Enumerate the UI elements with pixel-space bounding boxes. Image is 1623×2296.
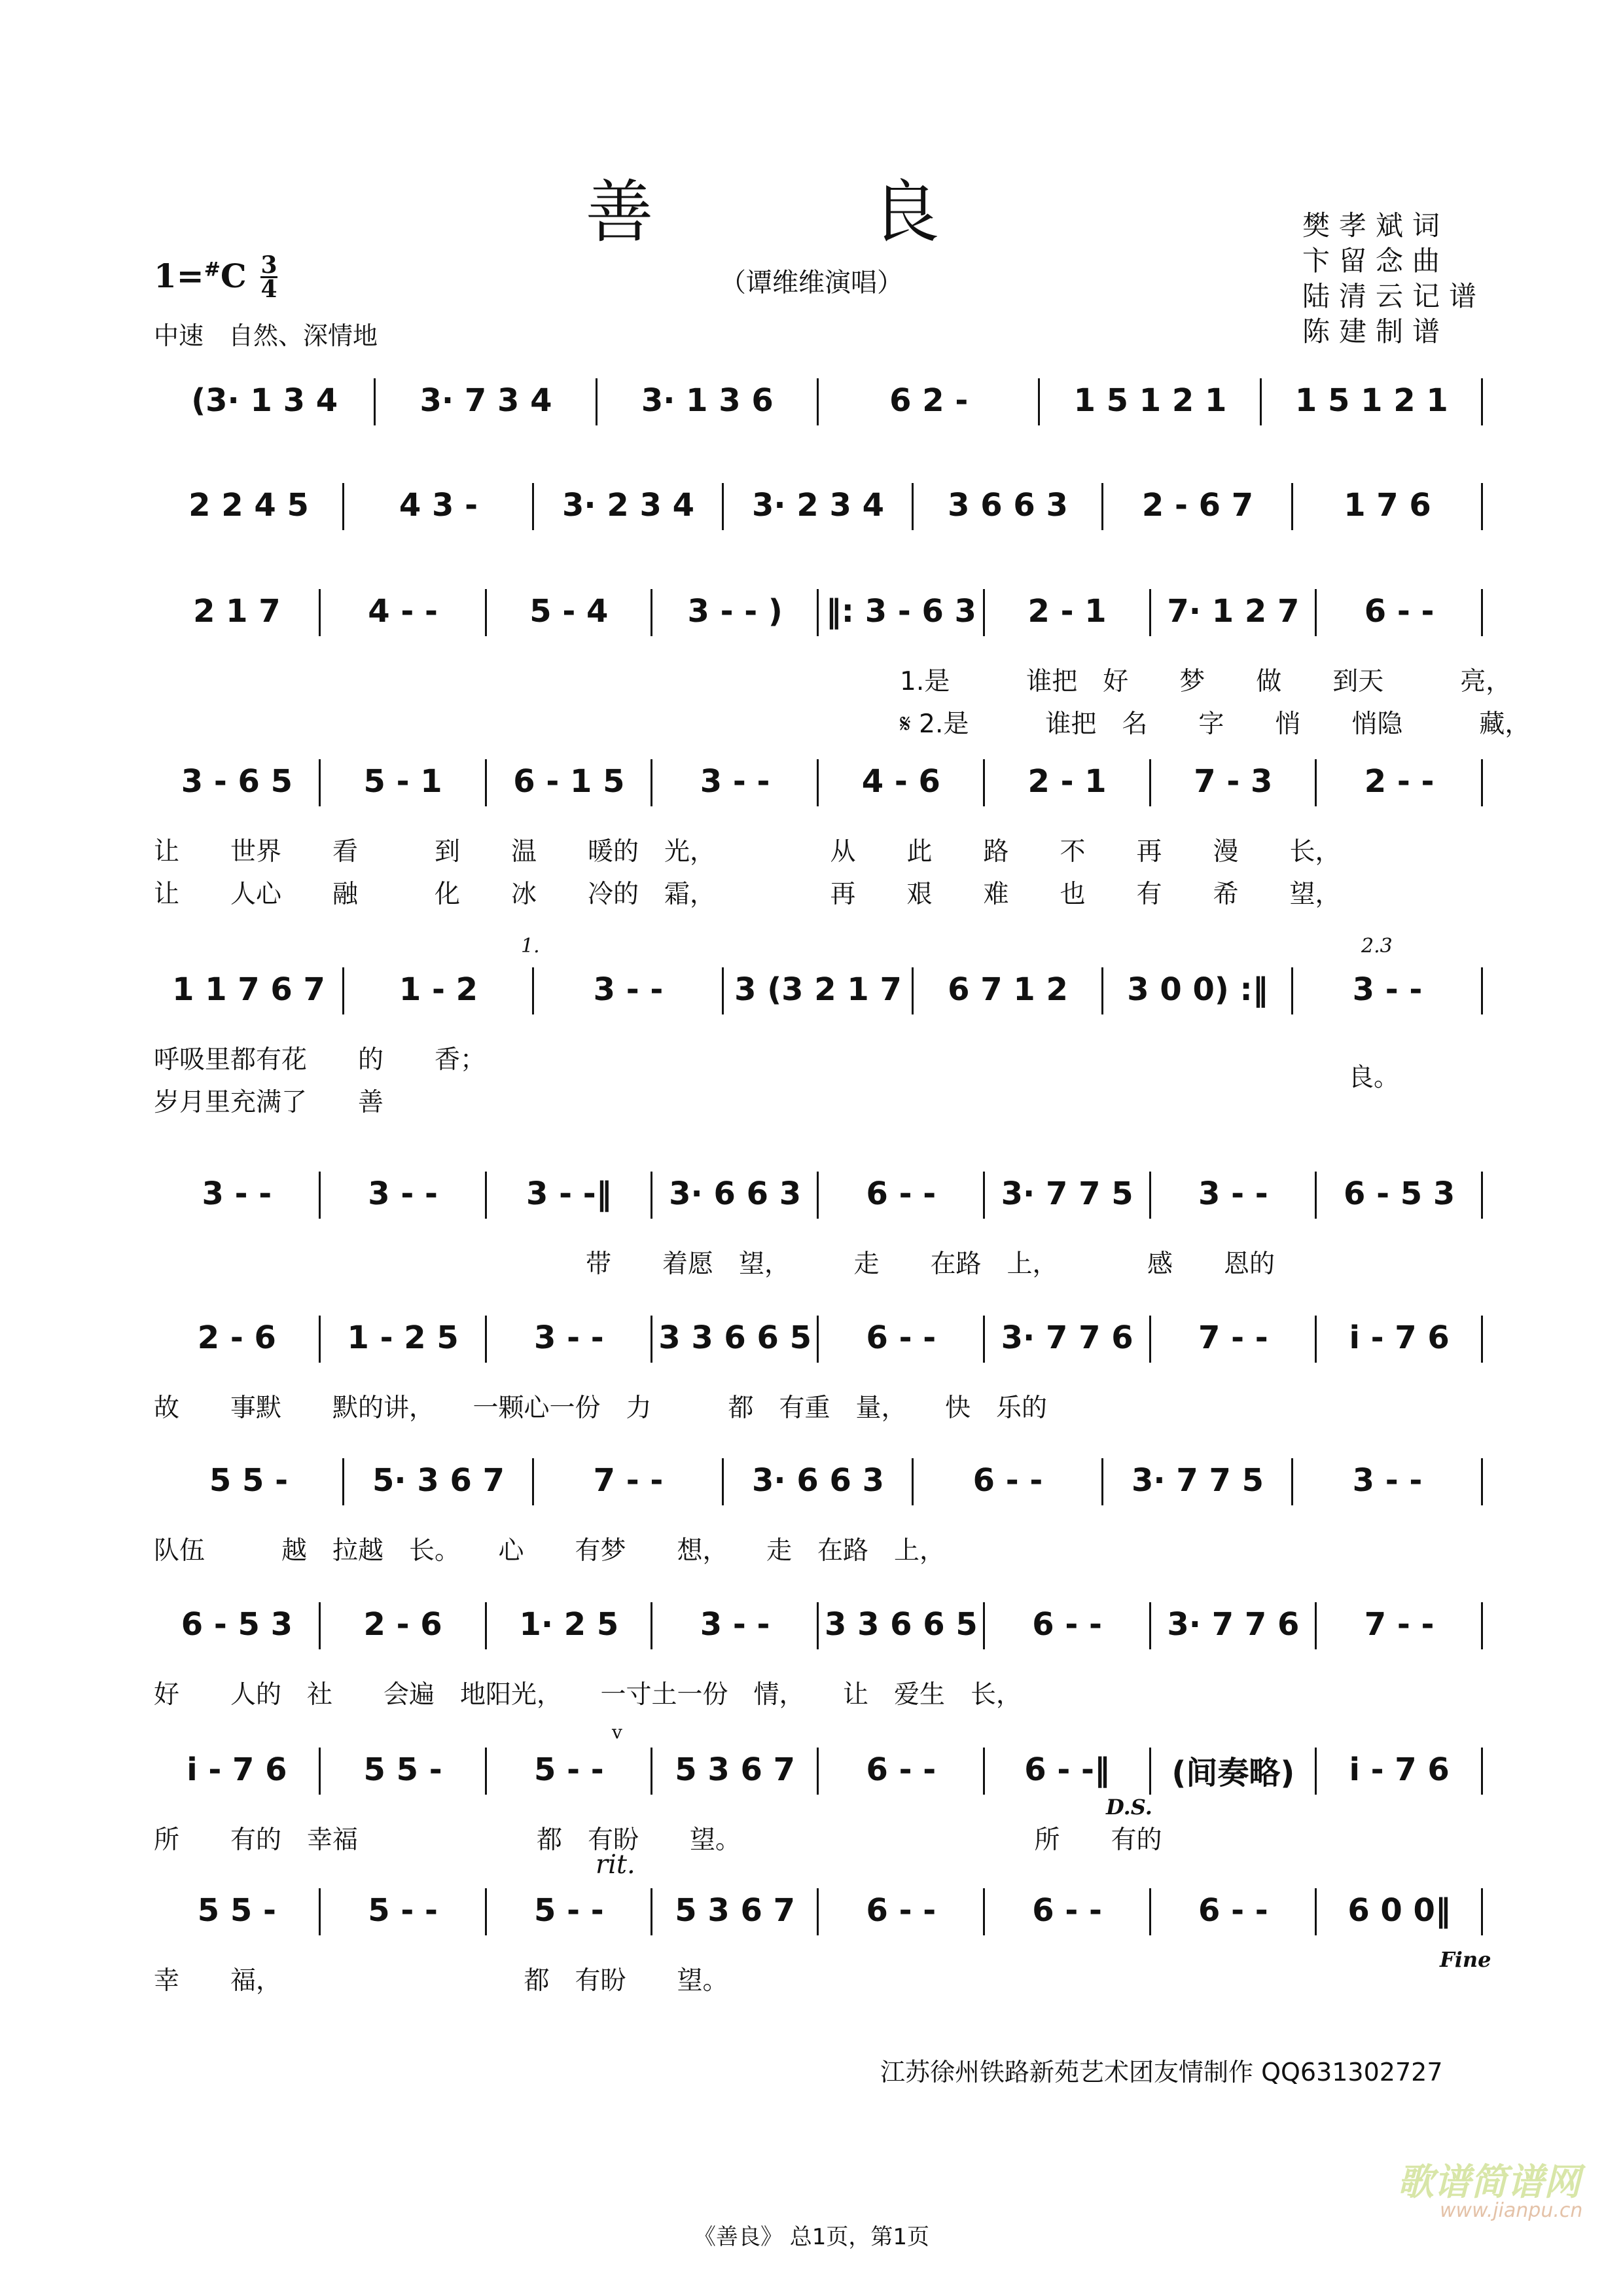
measure: 3· 2 3 4 [752,487,884,524]
measure: 3 - 6 5 [181,763,293,800]
song-title: 善 良 [585,172,1038,252]
measure: 5· 3 6 7 [372,1462,505,1499]
measure: 3· 7 7 5 [1001,1175,1133,1212]
measure: 7 - - [593,1462,664,1499]
measure: 1 1 7 6 7 [172,971,325,1008]
measure: 7 - 3 [1194,763,1273,800]
score-system [154,1888,1482,2058]
lyric-line: 好 人的 社 会遍 地阳光， 一寸土一份 情， 让 爱生 长， [154,1680,1022,1710]
measure: 7 - - [1364,1606,1435,1643]
measure: 3 (3 2 1 7 [734,971,902,1008]
measure: 2 - 6 7 [1141,487,1254,524]
measure: 6 - - [866,1319,936,1356]
measure: 5 - 1 [363,763,442,800]
measure: 5 3 6 7 [675,1892,795,1929]
measure: 3· 7 7 6 [1167,1606,1300,1643]
performer-note: （谭维维演唱） [720,268,903,298]
ds-marking: D.S. [1106,1795,1152,1820]
measure: 6 - - [866,1175,936,1212]
key-prefix: 1= [154,257,204,295]
meter-top: 3 [260,251,277,279]
measure: 2 - 1 [1027,763,1107,800]
measure: i - 7 6 [1349,1751,1450,1788]
lyric-line: 故 事默 默的讲， 一颗心一份 力 都 有重 量， 快 乐的 [154,1393,1048,1423]
measure: 3 3 6 6 5 [658,1319,812,1356]
measure: 2 2 4 5 [188,487,309,524]
score-system [154,967,1482,1138]
measure: 2 1 7 [193,593,281,630]
measure: i - 7 6 [1349,1319,1450,1356]
measure: 6 - - [1032,1892,1102,1929]
measure: 3· 6 6 3 [752,1462,884,1499]
watermark-url: www.jianpu.cn [1440,2199,1583,2222]
tempo-marking: 中速 自然、深情地 [154,321,378,350]
measure: 3 3 6 6 5 [824,1606,978,1643]
rit-marking: rit. [596,1850,635,1880]
measure: 3· 7 7 5 [1132,1462,1264,1499]
measure: 5 - - [534,1892,604,1929]
measure: 5 - - [368,1892,438,1929]
measure: 4 3 - [399,487,478,524]
measure: 1 7 6 [1344,487,1431,524]
measure: (3· 1 3 4 [191,382,338,419]
measure: 4 - 6 [861,763,940,800]
watermark-logo: 歌谱简谱网 [1397,2161,1580,2204]
volta-23-label: 2.3 [1361,935,1393,958]
measure: 1 - 2 [399,971,478,1008]
barline [1481,1888,1483,1935]
measure: i - 7 6 [187,1751,287,1788]
measure: 6 7 1 2 [948,971,1068,1008]
measure: 6 2 - [889,382,969,419]
measure: 6 - - [972,1462,1043,1499]
typesetter-credit: 陈建制谱 [1302,315,1450,348]
measure: 3· 1 3 6 [641,382,774,419]
barline [1481,378,1483,425]
measure: 3 - - [1352,971,1423,1008]
maker-credit: 江苏徐州铁路新苑艺术团友情制作 QQ631302727 [880,2058,1443,2087]
measure: 3 6 6 3 [948,487,1068,524]
composer-credit: 卞留念曲 [1302,245,1450,277]
measure: 6 - -‖ [1024,1751,1110,1788]
measure: 5 5 - [209,1462,289,1499]
measure: 3· 7 7 6 [1001,1319,1133,1356]
measure: 6 - - [1032,1606,1102,1643]
barline [1481,1316,1483,1363]
barline [1481,1458,1483,1505]
measure: (间奏略) [1171,1754,1295,1791]
measure: 3· 6 6 3 [669,1175,802,1212]
measure: 3 - - [700,763,770,800]
measure: 1 5 1 2 1 [1294,382,1448,419]
measure: 3· 7 3 4 [419,382,552,419]
time-signature [260,251,277,303]
measure: 5 - - [534,1751,604,1788]
measure: 2 - 6 [363,1606,442,1643]
measure: 2 - 1 [1027,593,1107,630]
measure: 1 - 2 5 [347,1319,459,1356]
measure: 7· 1 2 7 [1167,593,1300,630]
score-system [154,759,1482,929]
measure: 1· 2 5 [519,1606,619,1643]
measure: 4 - - [368,593,438,630]
measure: 3 - - [1352,1462,1423,1499]
measure: 3 - -‖ [526,1175,612,1212]
breath-mark: v [612,1721,622,1743]
measure: 6 - - [866,1751,936,1788]
lyric-line: 带 着愿 望， 走 在路 上， 感 恩的 [586,1249,1275,1279]
sharp-sign: # [204,258,221,281]
measure: 3 - - [202,1175,272,1212]
barline [1481,1172,1483,1219]
key-tonic: C [220,257,247,295]
measure: 6 - 5 3 [181,1606,293,1643]
measure: 1 5 1 2 1 [1073,382,1227,419]
meter-bottom: 4 [260,276,277,303]
key-signature [154,257,247,295]
measure: 6 0 0‖ [1347,1892,1451,1929]
lyric-line: 岁月里充满了 善 [154,1088,384,1117]
measure: 3 - - [368,1175,438,1212]
measure: 5 5 - [363,1751,442,1788]
barline [1481,759,1483,806]
fine-marking: Fine [1440,1947,1491,1972]
measure: 3 - - [1198,1175,1268,1212]
lyric-line: 让 人心 融 化 冰 冷的 霜， 再 艰 难 也 有 希 望， [154,880,1341,909]
lyric-line: 𝄋 2.是 谁把 名 字 悄 悄隐 藏， [900,709,1531,739]
measure: 2 - 6 [197,1319,276,1356]
lyric-line: 幸 福， 都 有盼 望。 [154,1966,728,1996]
lyric-end-word: 良。 [1348,1063,1400,1092]
volta-1-label: 1. [521,935,540,958]
credits [1302,208,1486,350]
lyric-line: 1.是 谁把 好 梦 做 到天 亮， [900,667,1512,696]
measure: 6 - - [1198,1892,1268,1929]
barline [1481,967,1483,1014]
barline [1481,1602,1483,1649]
lyric-line: 让 世界 看 到 温 暖的 光， 从 此 路 不 再 漫 长， [154,837,1341,867]
measure: 7 - - [1198,1319,1268,1356]
measure: 3 - - ) [687,593,783,630]
measure: 3· 2 3 4 [562,487,694,524]
measure: 3 - - [700,1606,770,1643]
measure: ‖: 3 - 6 3 [825,593,976,630]
page-footer: 《善良》 总1页，第1页 [693,2224,930,2250]
measure: 5 3 6 7 [675,1751,795,1788]
barline [1481,1748,1483,1795]
measure: 6 - - [866,1892,936,1929]
measure: 6 - - [1364,593,1435,630]
lyric-line: 呼吸里都有花 的 香； [154,1045,486,1075]
measure: 2 - - [1364,763,1435,800]
measure: 6 - 1 5 [513,763,625,800]
measure: 3 0 0) :‖ [1127,971,1268,1008]
barline [1481,589,1483,636]
lyric-line: 所 有的 幸福 都 有盼 望。 所 有的 [154,1825,1162,1855]
measure: 5 - 4 [529,593,609,630]
lyric-line: 队伍 越 拉越 长。 心 有梦 想， 走 在路 上， [154,1536,946,1566]
transcriber-credit: 陆清云记谱 [1302,280,1486,312]
barline [1481,483,1483,530]
measure: 6 - 5 3 [1344,1175,1455,1212]
measure: 3 - - [534,1319,604,1356]
measure: 3 - - [593,971,664,1008]
score-system [154,589,1531,759]
measure: 5 5 - [197,1892,276,1929]
lyricist-credit: 樊孝斌词 [1302,209,1450,242]
